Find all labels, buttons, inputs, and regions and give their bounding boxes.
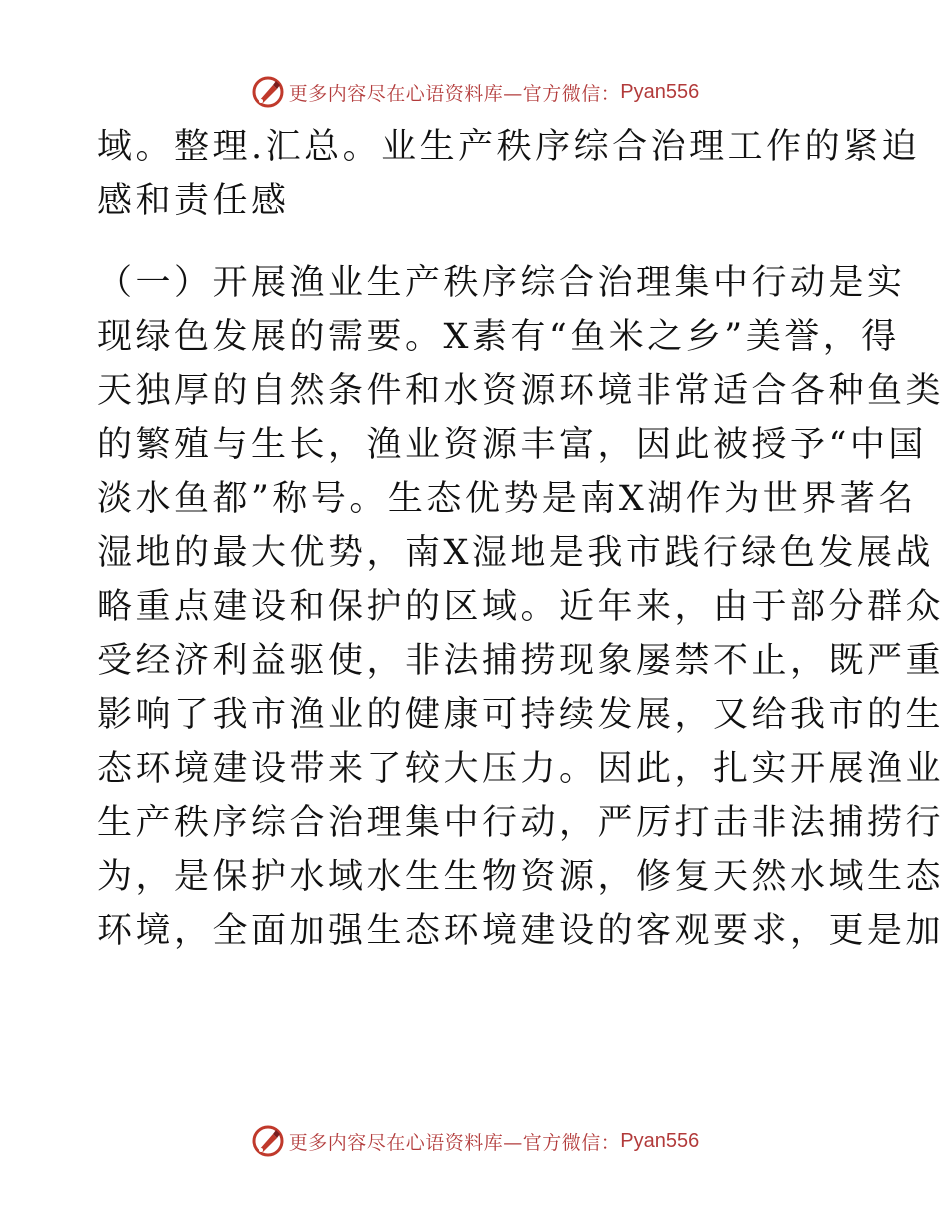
text-line: 受经济利益驱使，非法捕捞现象屡禁不止，既严重 <box>97 641 945 681</box>
pen-logo-icon <box>251 75 285 109</box>
text-line: 感和责任感 <box>97 181 290 221</box>
text-line: 态环境建设带来了较大压力。因此，扎实开展渔业 <box>97 749 945 789</box>
banner-content <box>251 75 699 109</box>
banner-wechat-id: Pyan556 <box>620 80 700 103</box>
text-line: 现绿色发展的需要。X素有“鱼米之乡”美誉，得 <box>97 317 900 357</box>
text-line: 淡水鱼都”称号。生态优势是南X湖作为世界著名 <box>97 479 917 519</box>
banner-text: 更多内容尽在心语资料库—官方微信： <box>288 82 621 105</box>
banner-content <box>251 1124 699 1158</box>
paragraph-gap <box>97 228 857 256</box>
text-line: 域。整理.汇总。业生产秩序综合治理工作的紧迫 <box>97 127 921 167</box>
text-line: 略重点建设和保护的区域。近年来，由于部分群众 <box>97 587 945 627</box>
header-banner <box>0 72 950 112</box>
text-line: 的繁殖与生长，渔业资源丰富，因此被授予“中国 <box>97 425 927 465</box>
text-line: 环境，全面加强生态环境建设的客观要求，更是加 <box>97 911 945 951</box>
text-line: 影响了我市渔业的健康可持续发展，又给我市的生 <box>97 695 945 735</box>
footer-banner <box>0 1121 950 1161</box>
banner-text: 更多内容尽在心语资料库—官方微信： <box>288 1131 621 1154</box>
pen-logo-icon <box>251 1124 285 1158</box>
document-body <box>97 120 945 958</box>
text-line: 为，是保护水域水生生物资源，修复天然水域生态 <box>97 857 945 897</box>
text-line: （一）开展渔业生产秩序综合治理集中行动是实 <box>97 263 906 303</box>
text-line: 湿地的最大优势，南X湿地是我市践行绿色发展战 <box>97 533 934 573</box>
banner-wechat-id: Pyan556 <box>620 1129 700 1152</box>
text-line: 生产秩序综合治理集中行动，严厉打击非法捕捞行 <box>97 803 945 843</box>
text-line: 天独厚的自然条件和水资源环境非常适合各种鱼类 <box>97 371 945 411</box>
